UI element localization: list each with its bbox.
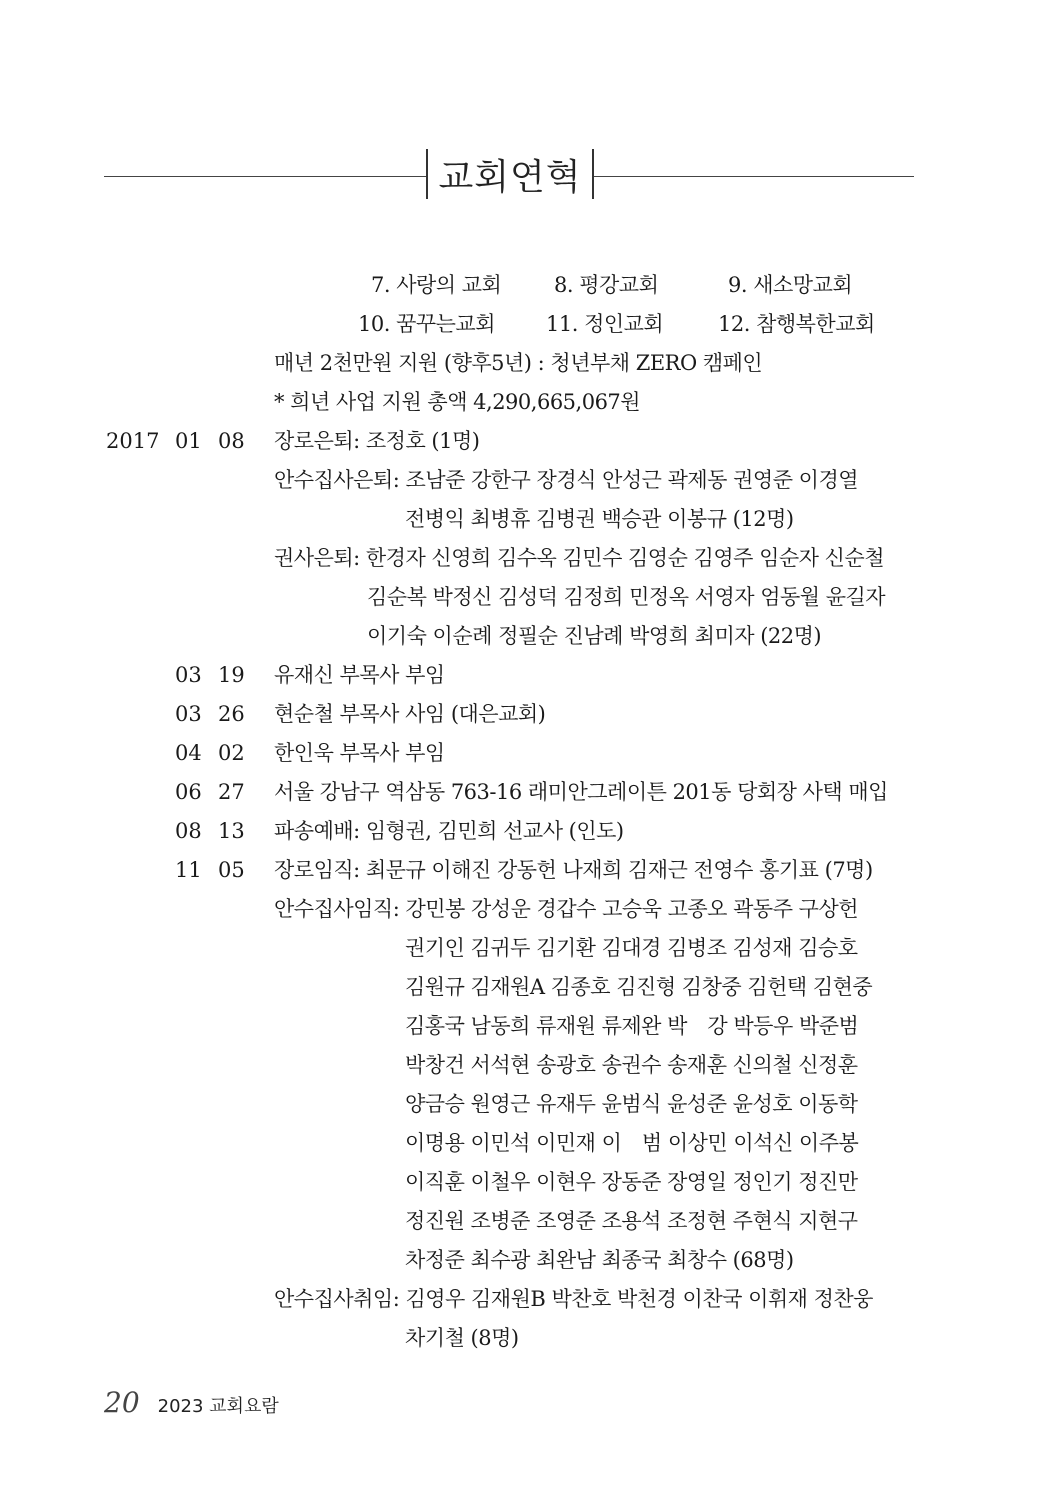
church-item-11: 11. 정인교회	[546, 312, 664, 336]
page-number: 20	[104, 1386, 140, 1419]
church-item-12: 12. 참행복한교회	[718, 312, 875, 336]
history-line: 안수집사취임: 김영우 김재원B 박찬호 박천경 이찬국 이휘재 정찬웅	[274, 1287, 873, 1311]
history-line: 권기인 김귀두 김기환 김대경 김병조 김성재 김승호	[405, 936, 858, 960]
history-month: 06	[175, 780, 202, 804]
header-line-left	[104, 176, 426, 177]
history-line: 유재신 부목사 부임	[274, 663, 445, 687]
history-line: 파송예배: 임형권, 김민희 선교사 (인도)	[274, 819, 624, 843]
history-line: 현순철 부목사 사임 (대은교회)	[274, 702, 546, 726]
history-line: 양금승 원영근 유재두 윤범식 윤성준 윤성호 이동학	[405, 1092, 858, 1116]
history-year: 2017	[106, 429, 160, 453]
header-line-right	[594, 176, 914, 177]
history-month: 01	[175, 429, 202, 453]
history-month: 03	[175, 702, 202, 726]
history-line: 이기숙 이순례 정필순 진남례 박영희 최미자 (22명)	[367, 624, 822, 648]
history-line: 정진원 조병준 조영준 조용석 조정현 주현식 지현구	[405, 1209, 858, 1233]
church-item-9: 9. 새소망교회	[728, 273, 853, 297]
history-line: 차기철 (8명)	[405, 1326, 519, 1350]
history-line: 매년 2천만원 지원 (향후5년) : 청년부채 ZERO 캠페인	[274, 351, 763, 375]
church-item-10: 10. 꿈꾸는교회	[358, 312, 496, 336]
history-month: 03	[175, 663, 202, 687]
history-line: 김순복 박정신 김성덕 김정희 민정옥 서영자 엄동월 윤길자	[367, 585, 886, 609]
history-month: 04	[175, 741, 202, 765]
history-day: 02	[218, 741, 245, 765]
history-month: 11	[175, 858, 202, 882]
history-day: 27	[218, 780, 245, 804]
history-line: 안수집사은퇴: 조남준 강한구 장경식 안성근 곽제동 권영준 이경열	[274, 468, 859, 492]
history-line: 장로임직: 최문규 이해진 강동헌 나재희 김재근 전영수 홍기표 (7명)	[274, 858, 873, 882]
history-line: 서울 강남구 역삼동 763-16 래미안그레이튼 201동 당회장 사택 매입	[274, 780, 888, 804]
history-day: 13	[218, 819, 245, 843]
history-day: 05	[218, 858, 245, 882]
history-line: 권사은퇴: 한경자 신영희 김수옥 김민수 김영순 김영주 임순자 신순철	[274, 546, 884, 570]
history-line: 이직훈 이철우 이현우 장동준 장영일 정인기 정진만	[405, 1170, 858, 1194]
history-line: 김홍국 남동희 류재원 류제완 박 강 박등우 박준범	[405, 1014, 859, 1038]
page-title: 교회연혁	[438, 156, 582, 198]
history-day: 19	[218, 663, 245, 687]
history-line: 전병익 최병휴 김병권 백승관 이봉규 (12명)	[405, 507, 794, 531]
history-line: 한인욱 부목사 부임	[274, 741, 445, 765]
history-line: 장로은퇴: 조정호 (1명)	[274, 429, 480, 453]
church-item-8: 8. 평강교회	[554, 273, 659, 297]
history-month: 08	[175, 819, 202, 843]
book-title: 2023 교회요람	[157, 1396, 279, 1417]
page-title-box	[426, 149, 594, 199]
history-line: 차정준 최수광 최완남 최종국 최창수 (68명)	[405, 1248, 794, 1272]
history-line: 이명용 이민석 이민재 이 범 이상민 이석신 이주봉	[405, 1131, 859, 1155]
history-line: * 희년 사업 지원 총액 4,290,665,067원	[274, 390, 641, 414]
page-footer	[104, 1386, 279, 1419]
history-day: 08	[218, 429, 245, 453]
history-line: 김원규 김재원A 김종호 김진형 김창중 김헌택 김현중	[405, 975, 873, 999]
history-line: 안수집사임직: 강민봉 강성운 경갑수 고승욱 고종오 곽동주 구상헌	[274, 897, 859, 921]
history-line: 박창건 서석현 송광호 송권수 송재훈 신의철 신정훈	[405, 1053, 858, 1077]
history-day: 26	[218, 702, 245, 726]
church-item-7: 7. 사랑의 교회	[371, 273, 502, 297]
